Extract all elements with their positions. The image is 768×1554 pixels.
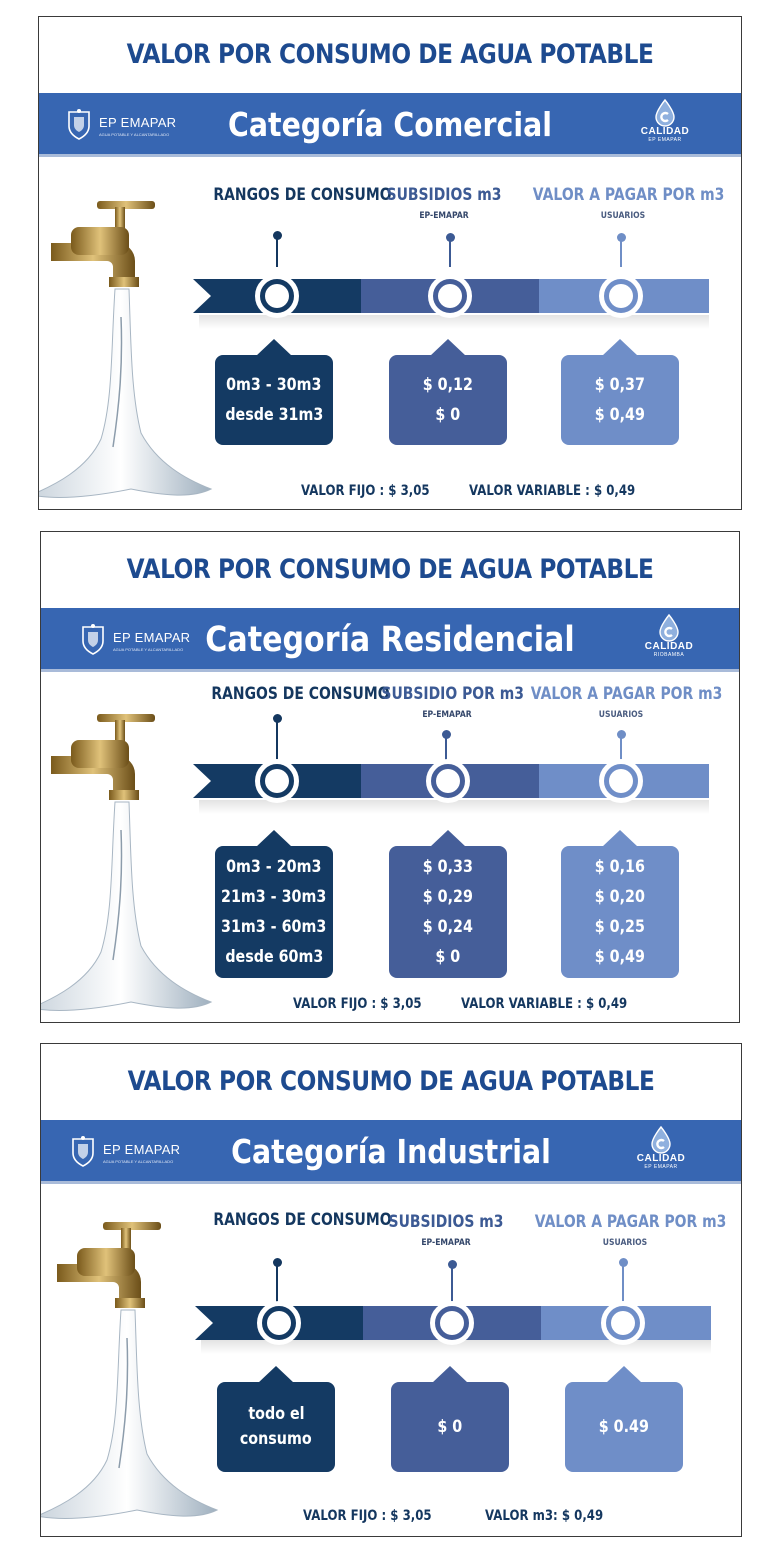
water-drop-icon — [654, 99, 676, 127]
quality-label: CALIDAD — [640, 126, 690, 137]
quality-sublabel: EP EMAPAR — [648, 137, 682, 143]
pin-stem — [449, 239, 451, 267]
logo-name: EP EMAPAR — [113, 629, 191, 645]
timeline-notch — [193, 279, 211, 313]
pay-value: $ 0,16 — [594, 857, 646, 877]
subsidy-subheading: EP-EMAPAR — [421, 1238, 471, 1248]
pay-value: $ 0,49 — [594, 405, 646, 425]
logo-tagline: AGUA POTABLE Y ALCANTARILLADO — [103, 1158, 174, 1164]
timeline-node — [599, 274, 643, 318]
timeline-node — [428, 274, 472, 318]
timeline-node — [426, 759, 470, 803]
pin-stem — [276, 237, 278, 267]
pay-value: $ 0,20 — [594, 887, 646, 907]
timeline-node — [430, 1301, 474, 1345]
subsidy-heading: SUBSIDIOS m3 — [388, 1212, 504, 1232]
subsidy-heading: SUBSIDIO POR m3 — [381, 684, 524, 704]
subsidy-value: $ 0,24 — [422, 917, 474, 937]
category-title: Categoría Comercial — [228, 105, 552, 144]
quality-label: CALIDAD — [644, 641, 694, 652]
card-industrial — [40, 1043, 742, 1537]
range-value: consumo — [240, 1429, 312, 1449]
pin-stem — [451, 1266, 453, 1304]
subsidy-value: $ 0 — [435, 405, 461, 425]
value-heading: VALOR A PAGAR POR m3 — [530, 684, 723, 704]
faucet-illustration — [38, 197, 221, 510]
value-box — [561, 355, 679, 445]
pay-value: $ 0,49 — [594, 947, 646, 967]
card-title: VALOR POR CONSUMO DE AGUA POTABLE — [127, 1066, 655, 1097]
card-residencial — [40, 531, 740, 1023]
subsidy-heading: SUBSIDIOS m3 — [386, 185, 502, 205]
quality-sublabel: EP EMAPAR — [644, 1164, 678, 1170]
ranges-heading: RANGOS DE CONSUMO — [211, 684, 390, 704]
variable-value: VALOR VARIABLE : $ 0,49 — [469, 483, 636, 499]
value-box — [561, 846, 679, 978]
ranges-box — [215, 846, 333, 978]
category-title: Categoría Industrial — [231, 1132, 551, 1171]
pay-value: $ 0.49 — [598, 1417, 650, 1437]
card-title: VALOR POR CONSUMO DE AGUA POTABLE — [126, 554, 654, 585]
ranges-box — [215, 355, 333, 445]
fixed-value: VALOR FIJO : $ 3,05 — [303, 1508, 432, 1524]
quality-logo — [635, 99, 695, 153]
value-heading: VALOR A PAGAR POR m3 — [532, 185, 725, 205]
timeline-node — [601, 1301, 645, 1345]
variable-value: VALOR m3: $ 0,49 — [485, 1508, 604, 1524]
timeline-notch — [193, 764, 211, 798]
subsidy-subheading: EP-EMAPAR — [422, 710, 472, 720]
range-value: 21m3 - 30m3 — [221, 887, 327, 907]
quality-label: CALIDAD — [636, 1153, 686, 1164]
value-heading: VALOR A PAGAR POR m3 — [534, 1212, 727, 1232]
faucet-illustration — [40, 710, 221, 1023]
logo-tagline: AGUA POTABLE Y ALCANTARILLADO — [99, 131, 170, 137]
quality-tag: RIOBAMBA — [653, 652, 685, 658]
water-drop-icon — [658, 614, 680, 642]
value-subheading: USUARIOS — [602, 1238, 648, 1248]
logo-name: EP EMAPAR — [103, 1141, 181, 1157]
fixed-value: VALOR FIJO : $ 3,05 — [293, 996, 422, 1012]
timeline-node — [599, 759, 643, 803]
subsidy-value: $ 0,12 — [422, 375, 474, 395]
pay-value: $ 0,25 — [594, 917, 646, 937]
logo-tagline: AGUA POTABLE Y ALCANTARILLADO — [113, 646, 184, 652]
logo-name: EP EMAPAR — [99, 114, 177, 130]
subsidy-value: $ 0 — [435, 947, 461, 967]
range-value: 0m3 - 30m3 — [226, 375, 322, 395]
fixed-value: VALOR FIJO : $ 3,05 — [301, 483, 430, 499]
value-subheading: USUARIOS — [600, 211, 646, 221]
water-drop-icon — [650, 1126, 672, 1154]
value-box — [565, 1382, 683, 1472]
pin-stem — [620, 239, 622, 267]
subsidy-value: $ 0,29 — [422, 887, 474, 907]
range-value: 0m3 - 20m3 — [226, 857, 322, 877]
card-title: VALOR POR CONSUMO DE AGUA POTABLE — [126, 39, 654, 70]
ranges-heading: RANGOS DE CONSUMO — [213, 185, 392, 205]
timeline-notch — [195, 1306, 213, 1340]
range-value: desde 60m3 — [225, 947, 323, 967]
variable-value: VALOR VARIABLE : $ 0,49 — [461, 996, 628, 1012]
subsidy-box — [391, 1382, 509, 1472]
category-title: Categoría Residencial — [205, 620, 575, 660]
category-banner — [39, 93, 741, 157]
subsidy-value: $ 0 — [437, 1417, 463, 1437]
quality-logo — [639, 614, 699, 668]
faucet-illustration — [40, 1218, 227, 1537]
range-value: 31m3 - 60m3 — [221, 917, 327, 937]
range-value: desde 31m3 — [225, 405, 323, 425]
quality-logo — [631, 1126, 691, 1180]
timeline-node — [255, 274, 299, 318]
category-banner — [41, 608, 739, 672]
category-banner — [41, 1120, 741, 1184]
timeline-node — [255, 759, 299, 803]
subsidy-box — [389, 355, 507, 445]
value-subheading: USUARIOS — [598, 710, 644, 720]
ranges-box — [217, 1382, 335, 1472]
timeline-node — [257, 1301, 301, 1345]
pay-value: $ 0,37 — [594, 375, 646, 395]
subsidy-subheading: EP-EMAPAR — [419, 211, 469, 221]
ranges-heading: RANGOS DE CONSUMO — [213, 1210, 392, 1230]
card-comercial — [38, 16, 742, 510]
range-value: todo el — [247, 1404, 305, 1424]
pin-stem — [276, 1264, 278, 1304]
pin-stem — [622, 1264, 624, 1304]
subsidy-box — [389, 846, 507, 978]
subsidy-value: $ 0,33 — [422, 857, 474, 877]
